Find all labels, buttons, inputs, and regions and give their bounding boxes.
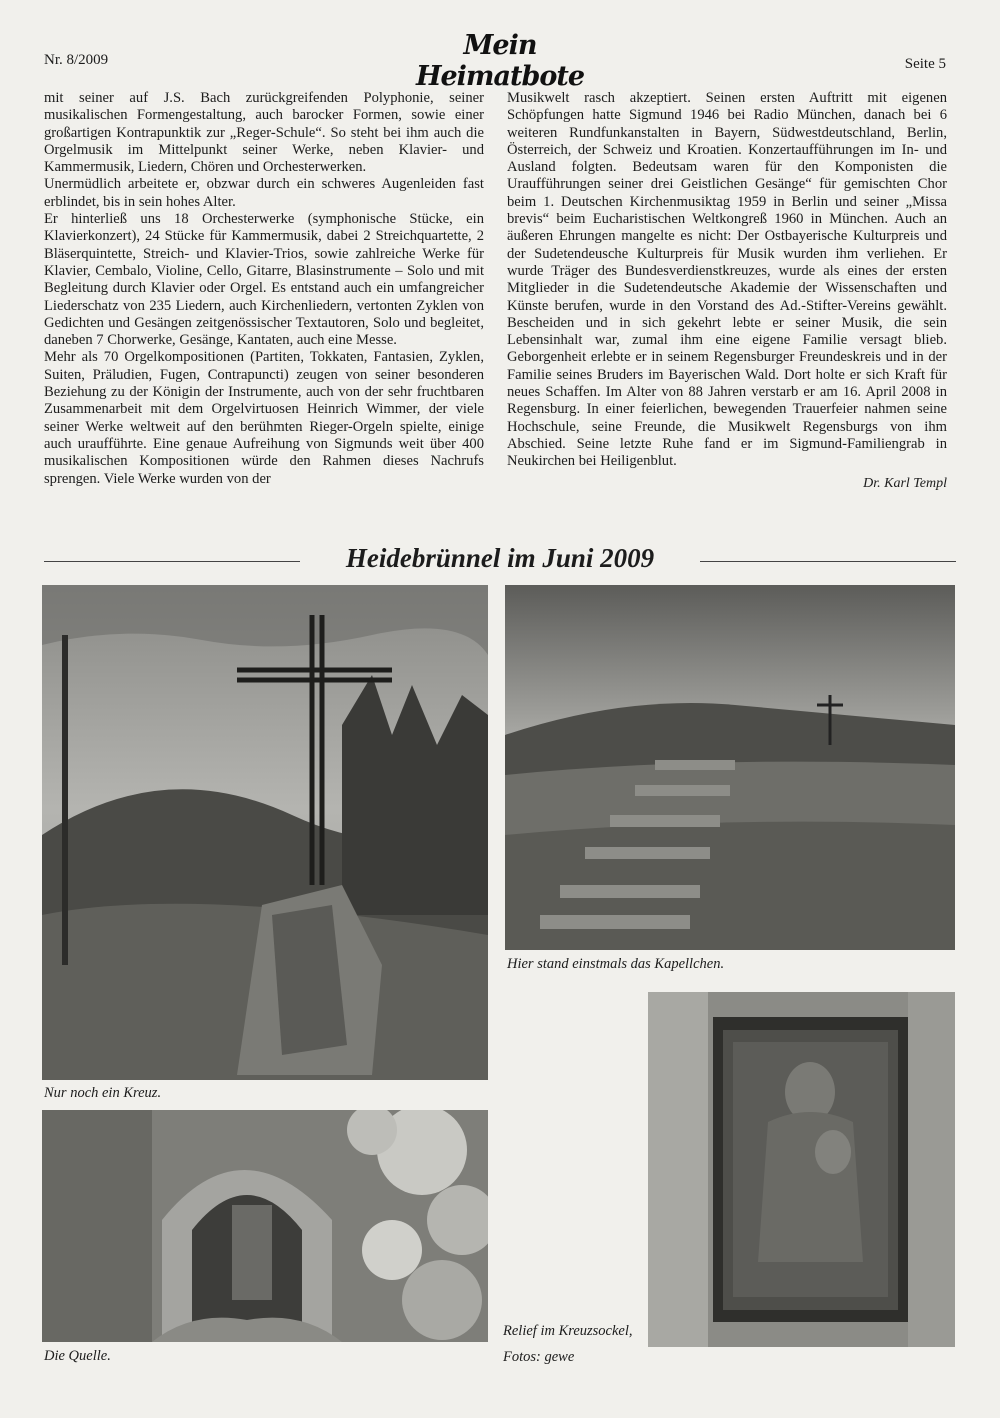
article-column-left (44, 90, 484, 488)
caption-cross: Nur noch ein Kreuz. (44, 1085, 162, 1101)
article-paragraph: mit seiner auf J.S. Bach zurückgreifenden Polyphonie, seiner musikalischen Formengestaltung, auch barocker Formen, sowie einer großartigen Kontrapunktik zur „Reger-Schule“. So steht bei ihm auch die Orgelmusik im Mittelpunkt seiner Werke, neben Klavier- und Kammermusik, Liedern, Chören und Orchesterwerken. (44, 90, 484, 176)
photo-spring (42, 1110, 488, 1342)
section-title: Heidebrünnel im Juni 2009 (300, 543, 700, 574)
article-paragraph: Musikwelt rasch akzeptiert. Seinen ersten Auftritt mit eigenen Schöpfungen hatte Sigmund 1946 bei Radio München, danach bei 6 weiteren Rundfunkanstalten in Bayern, Südwestdeutschland, Berlin, Österreich, der Schweiz und Kroatien. Konzertaufführungen im In- und Ausland folgten. Bedeutsam waren für den Komponisten die Uraufführungen seiner drei Geistlichen Gesänge“ für gemischten Chor beim 1. Deutschen Kirchenmusiktag 1959 in Berlin und seiner „Missa brevis“ beim Eucharistischen Weltkongreß 1960 in München. Auch an äußeren Ehrungen mangelte es nicht: Der Ostbayerische Kulturpreis und der Sudetendeusche Kulturpreis für Musik wurden ihm verliehen. Er wurde Träger des Bundesverdienstkreuzes, wurde als eines der ersten Mitglieder in die Sudetendeutsche Akademie der Wissenschaften und Künste berufen, wurde in den Vorstand des Ad.-Stifter-Vereins gewählt. Bescheiden und in sich gekehrt lebte er seiner Musik, die sein Lebensinhalt war, zumal ihm eine eigene Familie versagt blieb. Geborgenheit erlebte er in seinem Regensburger Freundeskreis und in der Familie seines Bruders im Bayerischen Wald. Dort holte er sich Kraft für neues Schaffen. Im Alter von 88 Jahren verstarb er am 16. April 2008 in Regensburg. In einer feierlichen, bewegenden Trauerfeier nahmen seine Hochschule, seine Freunde, die Musikwelt Regensburgs von ihm Abschied. Seine letzte Ruhe fand er im Sigmund-Familiengrab in Neukirchen bei Heiligenblut. (507, 90, 947, 470)
section-rule-right (676, 561, 956, 562)
caption-spring: Die Quelle. (44, 1348, 111, 1364)
article-paragraph: Er hinterließ uns 18 Orchesterwerke (symphonische Stücke, ein Klavierkonzert), 24 Stücke für Kammermusik, dabei 2 Streichquartette, 2 Bläserquintette, Streich- und Klavier-Trios, sowie zahlreiche Werke für Klavier, Cembalo, Violine, Cello, Gitarre, Blasinstrumente – Solo und mit Begleitung durch Klavier oder Orgel. Es entstand auch ein umfangreicher Liederschatz von 235 Liedern, auch Kirchenliedern, vertonten Zyklen von Gedichten und Gesängen zeitgenössischer Textautoren, Solo und begleitet, daneben 7 Chorwerke, Gesänge, Kantaten, auch eine Messe. (44, 211, 484, 349)
caption-relief: Relief im Kreuzsockel, (503, 1323, 633, 1339)
masthead-logo: Mein Heimatbote (415, 30, 585, 92)
issue-number: Nr. 8/2009 (44, 52, 109, 68)
photo-cross (42, 585, 488, 1080)
article-paragraph: Mehr als 70 Orgelkompositionen (Partiten, Tokkaten, Fantasien, Zyklen, Suiten, Präludien, Fugen, Contrapuncti) zeugen von seiner besonderen Beziehung zu der Königin der Instrumente, auch von der sehr fruchtbaren Zusammenarbeit mit dem Orgelvirtuosen Heinrich Wimmer, der viele seiner Werke weltweit auf den berühmten Rieger-Orgeln spielte, einige auch uraufführte. Eine genaue Aufreihung von Sigmunds weit über 400 musikalischen Kompositionen würde den Rahmen dieses Nachrufs sprengen. Viele Werke wurden von der (44, 349, 484, 487)
photo-chapel-site (505, 585, 955, 950)
article-paragraph: Unermüdlich arbeitete er, obzwar durch ein schweres Augenleiden fast erblindet, bis in sein hohes Alter. (44, 176, 484, 210)
caption-chapel-site: Hier stand einstmals das Kapellchen. (507, 956, 725, 972)
author-signature: Dr. Karl Templ (863, 475, 947, 491)
photo-credit: Fotos: gewe (503, 1349, 575, 1365)
page-number: Seite 5 (904, 56, 946, 72)
page-header (0, 0, 1000, 90)
article-column-right (507, 90, 947, 492)
photo-relief (648, 992, 955, 1347)
section-rule-left (44, 561, 324, 562)
